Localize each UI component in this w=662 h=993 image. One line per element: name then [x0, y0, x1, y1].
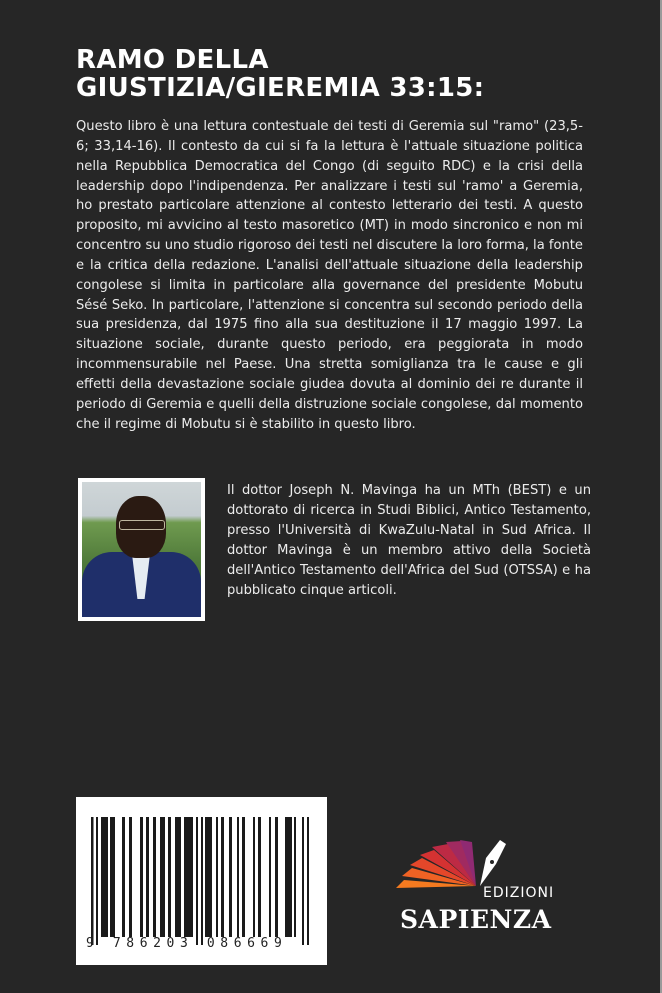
publisher-edizioni-label: EDIZIONI	[483, 885, 555, 901]
book-summary: Questo libro è una lettura contestuale dei testi di Geremia sul "ramo" (23,5-6; 33,14-16). Il contesto da cui si fa la lettura è l'attuale situazione politica nella Repubblica Democratica del Congo (di seguito RDC) e la crisi della leadership dopo l'indipendenza. Per analizzare i testi sul 'ramo' a Geremia, ho prestato particolare attenzione al contesto letterario dei testi. A questo proposito, mi avvicino al testo masoretico (MT) in modo sincronico e non mi concentro su uno studio rigoroso dei testi nel discutere la loro forma, la fonte e la critica della redazione. L'analisi dell'attuale situazione della leadership congolese si limita in particolare alla governance del presidente Mobutu Sésé Seko. In particolare, l'attenzione si concentra sul secondo periodo della sua presidenza, dal 1975 fino alla sua destituzione il 17 maggio 1997. La situazione sociale, durante questo periodo, era peggiorata in modo incommensurabile nel Paese. Una stretta somiglianza tra le cause e gli effetti della devastazione sociale giudea dovuta al dominio dei re durante il periodo di Geremia e quelli della distruzione sociale congolese, dal momento che il regime di Mobutu si è stabilito in questo libro.	[76, 119, 583, 432]
title-line-1: RAMO DELLA	[76, 45, 269, 75]
author-portrait-image	[82, 482, 201, 617]
author-photo	[78, 478, 205, 621]
barcode-bars-icon	[91, 817, 311, 945]
book-title	[76, 46, 596, 102]
isbn-barcode	[76, 797, 327, 965]
author-bio: Il dottor Joseph N. Mavinga ha un MTh (BEST) e un dottorato di ricerca in Studi Biblici, Antico Testamento, presso l'Università di KwaZulu-Natal in Sud Africa. Il dottor Mavinga è un membro attivo della Società dell'Antico Testamento dell'Africa del Sud (OTSSA) e ha pubblicato cinque articoli.	[227, 483, 591, 598]
isbn-number: 9 786203 086669	[86, 936, 288, 951]
publisher-name: SAPIENZA	[400, 905, 552, 934]
title-line-2: GIUSTIZIA/GIEREMIA 33:15:	[76, 73, 485, 103]
glasses-shape	[119, 520, 165, 530]
